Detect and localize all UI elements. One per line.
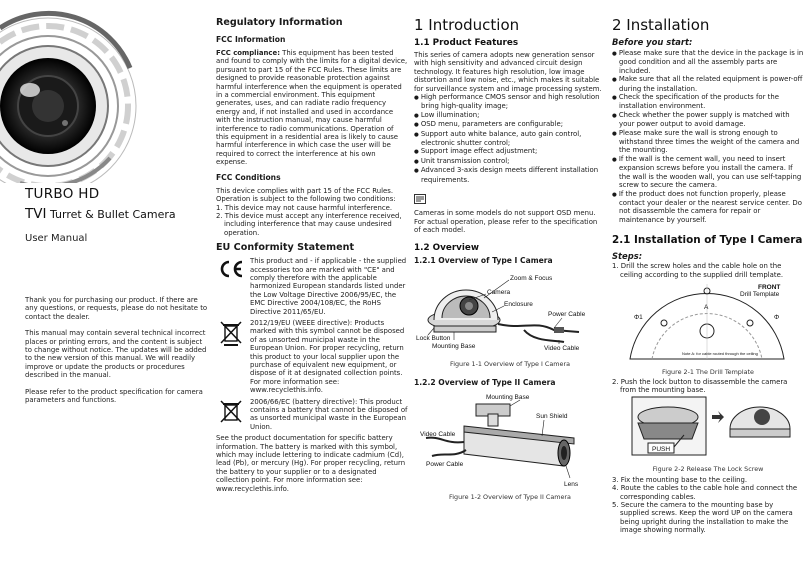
label-type2-video-cable: Video Cable [420, 431, 456, 439]
list-item: 1. Drill the screw holes and the cable hole on the ceiling according to the supplied drill template. [612, 262, 784, 279]
list-item: ● Check the specification of the products for the installation environment. [612, 93, 804, 111]
introduction-heading: 1 Introduction [414, 16, 520, 34]
note-icon [414, 189, 606, 208]
cover-column [0, 0, 208, 575]
label-type2-power-cable: Power Cable [426, 461, 464, 469]
weee-block [216, 319, 408, 395]
ce-block [216, 257, 408, 316]
figure-2-1-caption: Figure 2-1 The Drill Template [662, 367, 754, 376]
list-item: ● Support image effect adjustment; [414, 147, 606, 156]
fcc-conditions-text: This device complies with part 15 of the FCC Rules. Operation is subject to the following two conditions: [216, 186, 396, 204]
cover-intro [25, 296, 208, 412]
label-lock-button: Lock Button [416, 335, 451, 343]
product-features-heading: 1.1 Product Features [414, 38, 519, 48]
label-video-cable: Video Cable [544, 345, 580, 353]
list-item: ● Advanced 3-axis design meets different installation requirements. [414, 166, 606, 184]
release-lock-figure [612, 395, 802, 459]
list-item: ● Support auto white balance, auto gain control, electronic shutter control; [414, 130, 606, 148]
list-item: 3. Fix the mounting base to the ceiling. [612, 475, 748, 484]
list-item: ● High performance CMOS sensor and high resolution bring high-quality image; [414, 93, 606, 111]
label-lens: Lens [564, 481, 579, 488]
figure-1-1-caption: Figure 1-1 Overview of Type I Camera [449, 360, 571, 369]
list-item: ● Please make sure the wall is strong enough to withstand three times the weight of the camera and the mounting. [612, 129, 804, 155]
camera-lens-graphic [0, 8, 160, 183]
note-text: Cameras in some models do not support OSD menu. For actual operation, please refer to the specification of each model. [414, 209, 598, 234]
type1-installation-heading: 2.1 Installation of Type I Camera [612, 234, 803, 247]
step-2 [612, 378, 804, 395]
cover-title-tvi: TVI [25, 206, 47, 222]
intro-paragraph: Thank you for purchasing our product. If there are any questions, or requests, please do not hesitate to contact the dealer. [25, 296, 208, 321]
label-drill-template: Drill Template [740, 290, 780, 298]
battery-text-2: See the product documentation for specific battery information. The battery is marked with this symbol, which may include lettering to indicate cadmium (Cd), lead (Pb), or mercury (Hg). For proper recycling, return the battery to your supplier or to a designated collection point. For more information see: www.recyclethis.info. [216, 434, 406, 493]
overview-heading: 1.2 Overview [414, 243, 480, 254]
label-zoom-focus: Zoom & Focus [510, 275, 553, 283]
weee-text: 2012/19/EU (WEEE directive): Products marked with this symbol cannot be disposed of as unsorted municipal waste in the European Union. For proper recycling, return this product to your local supplier upon the purchase of equivalent new equipment, or dispose of it at designated collection points. For more information see: www.recyclethis.info. [250, 318, 405, 395]
installation-heading: 2 Installation [612, 16, 710, 34]
label-camera: Camera [487, 289, 511, 297]
list-item: 2. This device must accept any interference received, including interference that may cause undesired operation. [216, 211, 402, 237]
label-phi2: Φ [774, 313, 780, 321]
list-item: ● Low illumination; [414, 111, 606, 120]
overview-type2-heading: 1.2.2 Overview of Type II Camera [414, 378, 556, 388]
introduction-column [414, 0, 606, 575]
regulatory-heading: Regulatory Information [216, 17, 343, 28]
label-sun-shield: Sun Shield [536, 413, 568, 421]
list-item: 2. Push the lock button to disassemble the camera from the mounting base. [612, 377, 788, 395]
type1-camera-figure [414, 270, 604, 352]
type2-camera-figure [414, 392, 604, 487]
label-mounting-base: Mounting Base [432, 343, 476, 351]
eu-ce-text: This product and - if applicable - the supplied accessories too are marked with "CE" and comply therefore with the applicable harmonized European standards listed under the Low Voltage Directive 2006/95/EC, the EMC Directive 2004/108/EC, the RoHS Directive 2011/65/EU. [250, 257, 407, 316]
list-item: 1. This device may not cause harmful interference. [216, 203, 393, 212]
ce-mark-icon [216, 257, 246, 281]
before-you-start-heading: Before you start: [612, 37, 693, 47]
label-enclosure: Enclosure [504, 301, 533, 309]
fcc-info-heading: FCC Information [216, 35, 286, 44]
eu-heading: EU Conformity Statement [216, 242, 355, 254]
drill-template-figure [612, 279, 802, 361]
steps-3-5 [612, 476, 804, 535]
fcc-compliance-text [216, 49, 408, 167]
label-phi1: Φ1 [634, 313, 643, 321]
label-front: FRONT [758, 283, 781, 291]
cover-title-product [25, 206, 176, 222]
intro-paragraph: This manual may contain several technical incorrect places or printing errors, and the content is subject to change without notice. The updates will be added to the new version of this manual. We will readily improve or update the products or procedures described in the manual. [25, 329, 207, 380]
regulatory-column [216, 0, 408, 575]
before-list [612, 49, 804, 224]
label-type2-mounting-base: Mounting Base [486, 394, 530, 402]
figure-2-2-caption: Figure 2-2 Release The Lock Screw [652, 464, 764, 473]
list-item: ● Unit transmission control; [414, 157, 606, 166]
installation-column [612, 0, 804, 575]
label-template-note: Note A: for cable routed through the ceiling [682, 350, 758, 356]
list-item: ● If the wall is the cement wall, you need to insert expansion screws before you install the camera. If the wall is the wooden wall, you can use self-tapping screw to secure the camera. [612, 155, 804, 190]
fcc-compliance-body: This equipment has been tested and found to comply with the limits for a digital device, pursuant to part 15 of the FCC Rules. These limits are designed to provide reasonable protection against harmful interference when the equipment is operated in a commercial environment. This equipment generates, uses, and can radiate radio frequency energy and, if not installed and used in accordance with the instruction manual, may cause harmful interference to radio communications. Operation of this equipment in a residential area is likely to cause harmful interference in which case the user will be required to correct the interference at his own expense. [216, 49, 408, 167]
features-list [414, 93, 606, 184]
fcc-conditions-heading: FCC Conditions [216, 172, 281, 182]
list-item: ● Please make sure that the device in the package is in good condition and all the assembly parts are included. [612, 49, 804, 75]
cover-title-turbo-hd: TURBO HD [25, 186, 100, 202]
intro-paragraph: Please refer to the product specification for camera parameters and functions. [25, 387, 203, 405]
steps-heading: Steps: [612, 251, 643, 262]
overview-type1-heading: 1.2.1 Overview of Type I Camera [414, 256, 553, 266]
step-1 [612, 262, 804, 279]
cover-title-type: Turret & Bullet Camera [46, 208, 176, 221]
battery-bin-icon [216, 398, 246, 426]
fcc-compliance-label: FCC compliance: [216, 49, 280, 57]
label-a: A [704, 303, 709, 311]
list-item: ● If the product does not function properly, please contact your dealer or the nearest service center. Do not disassemble the camera for repair or maintenance by yourself. [612, 190, 804, 225]
battery-text: 2006/66/EC (battery directive): This product contains a battery that cannot be disposed of as unsorted municipal waste in the European Union. [250, 397, 408, 431]
list-item: ● Make sure that all the related equipment is power-off during the installation. [612, 75, 804, 93]
features-text: This series of camera adopts new generation sensor with high sensitivity and advanced circuit design technology. It features high resolution, low image distortion and low noise, etc., which makes it suitable for surveillance system and image processing system. [414, 51, 602, 93]
battery-block [216, 398, 408, 432]
fcc-conditions-list [216, 204, 408, 238]
label-power-cable: Power Cable [548, 311, 586, 319]
list-item: 5. Secure the camera to the mounting base by supplied screws. Keep the word UP on the camera being upright during the installation to make the image showing normally. [612, 500, 793, 535]
weee-bin-icon [216, 319, 246, 347]
list-item: ● Check whether the power supply is matched with your power output to avoid damage. [612, 111, 804, 129]
list-item: 4. Route the cables to the cable hole and connect the corresponding cables. [612, 484, 798, 501]
label-push: PUSH [652, 445, 671, 453]
list-item: ● OSD menu, parameters are configurable; [414, 120, 606, 129]
figure-1-2-caption: Figure 1-2 Overview of Type II Camera [449, 493, 571, 502]
cover-title-user-manual: User Manual [25, 233, 88, 244]
